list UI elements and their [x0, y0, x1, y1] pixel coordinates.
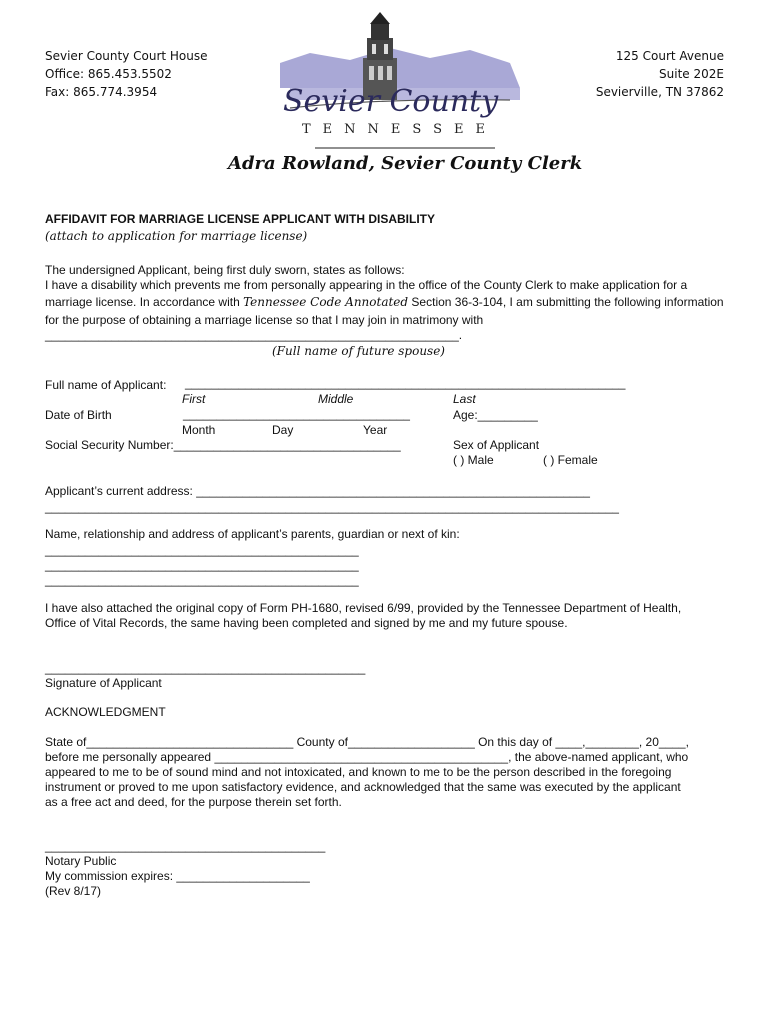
acknowledgment-heading: ACKNOWLEDGMENT	[45, 705, 166, 719]
ack-line-5: as a free act and deed, for the purpose therein set forth.	[45, 795, 342, 809]
intro-line-2: I have a disability which prevents me from personally appearing in the office of the County Clerk to make application for a	[45, 278, 688, 292]
sex-label: Sex of Applicant	[453, 438, 540, 452]
last-caption: Last	[453, 392, 476, 406]
full-name-label: Full name of Applicant:	[45, 378, 167, 392]
city-line: Sevierville, TN 37862	[595, 85, 724, 99]
revision-note: (Rev 8/17)	[45, 884, 102, 898]
address-field[interactable]: Applicant’s current address: ___________________________________________________________	[45, 484, 590, 498]
tca-reference: Tennessee Code Annotated	[243, 295, 409, 309]
spouse-caption: (Full name of future spouse)	[272, 344, 445, 358]
first-caption: First	[182, 392, 206, 406]
notary-signature-field[interactable]: __________________________________________	[45, 839, 326, 853]
kin-label: Name, relationship and address of applicant’s parents, guardian or next of kin:	[45, 527, 460, 541]
suite-line: Suite 202E	[659, 67, 724, 81]
form-title: AFFIDAVIT FOR MARRIAGE LICENSE APPLICANT WITH DISABILITY	[45, 212, 435, 226]
attached-line-2: Office of Vital Records, the same having been completed and signed by me and my future spouse.	[45, 616, 568, 630]
intro-line-1: The undersigned Applicant, being first duly sworn, states as follows:	[45, 263, 405, 277]
ack-line-4: instrument or proved to me upon satisfactory evidence, and acknowledged that the same was executed by the applicant	[45, 780, 681, 794]
office-phone: Office: 865.453.5502	[45, 67, 172, 81]
attached-line-1: I have also attached the original copy of Form PH-1680, revised 6/99, provided by the Tennessee Department of Health,	[45, 601, 682, 615]
full-name-field[interactable]: __________________________________________________________________	[185, 376, 626, 390]
logo-state: TENNESSEE	[302, 122, 497, 137]
ssn-field[interactable]: Social Security Number:__________________________________	[45, 438, 401, 452]
kin-line-1[interactable]: _______________________________________________	[45, 543, 359, 557]
address-field-2[interactable]: ______________________________________________________________________________________	[45, 500, 619, 514]
signature-field[interactable]: ________________________________________________	[45, 661, 366, 675]
intro-line-3-a: marriage license. In accordance with	[45, 295, 244, 309]
intro-line-3-b: Section 36-3-104, I am submitting the following information	[408, 295, 724, 309]
office-fax: Fax: 865.774.3954	[45, 85, 158, 99]
kin-line-3[interactable]: _______________________________________________	[45, 573, 359, 587]
male-option[interactable]: ( ) Male	[453, 453, 494, 467]
commission-field[interactable]: My commission expires: ____________________	[45, 869, 310, 883]
notary-label: Notary Public	[45, 854, 117, 868]
dob-field[interactable]: __________________________________	[183, 407, 410, 421]
form-subtitle: (attach to application for marriage license)	[45, 229, 308, 243]
dob-label: Date of Birth	[45, 408, 112, 422]
ack-line-2[interactable]: before me personally appeared ____________________________________________, the above-named applicant, who	[45, 750, 689, 764]
street-address	[596, 47, 724, 101]
intro-line-4: for the purpose of obtaining a marriage license so that I may join in matrimony with	[45, 313, 484, 327]
day-caption: Day	[272, 423, 294, 437]
year-caption: Year	[363, 423, 388, 437]
street-line: 125 Court Avenue	[615, 49, 724, 63]
kin-line-2[interactable]: _______________________________________________	[45, 558, 359, 572]
ack-line-3: appeared to me to be of sound mind and not intoxicated, and known to me to be the person described in the foregoing	[45, 765, 672, 779]
female-option[interactable]: ( ) Female	[543, 453, 598, 467]
logo-wordmark: Sevier County	[283, 84, 499, 119]
spouse-name-field[interactable]: ______________________________________________________________.	[45, 328, 463, 342]
ack-line-1[interactable]: State of_______________________________ County of___________________ On this day of ____,________, 20____,	[45, 735, 689, 749]
middle-caption: Middle	[318, 392, 354, 406]
office-name: Sevier County Court House	[45, 49, 208, 63]
month-caption: Month	[182, 423, 216, 437]
signature-label: Signature of Applicant	[45, 676, 162, 690]
clerk-name: Adra Rowland, Sevier County Clerk	[228, 153, 583, 174]
intro-line-3	[45, 295, 724, 310]
office-address	[45, 47, 208, 101]
age-field[interactable]: Age:_________	[453, 408, 538, 422]
